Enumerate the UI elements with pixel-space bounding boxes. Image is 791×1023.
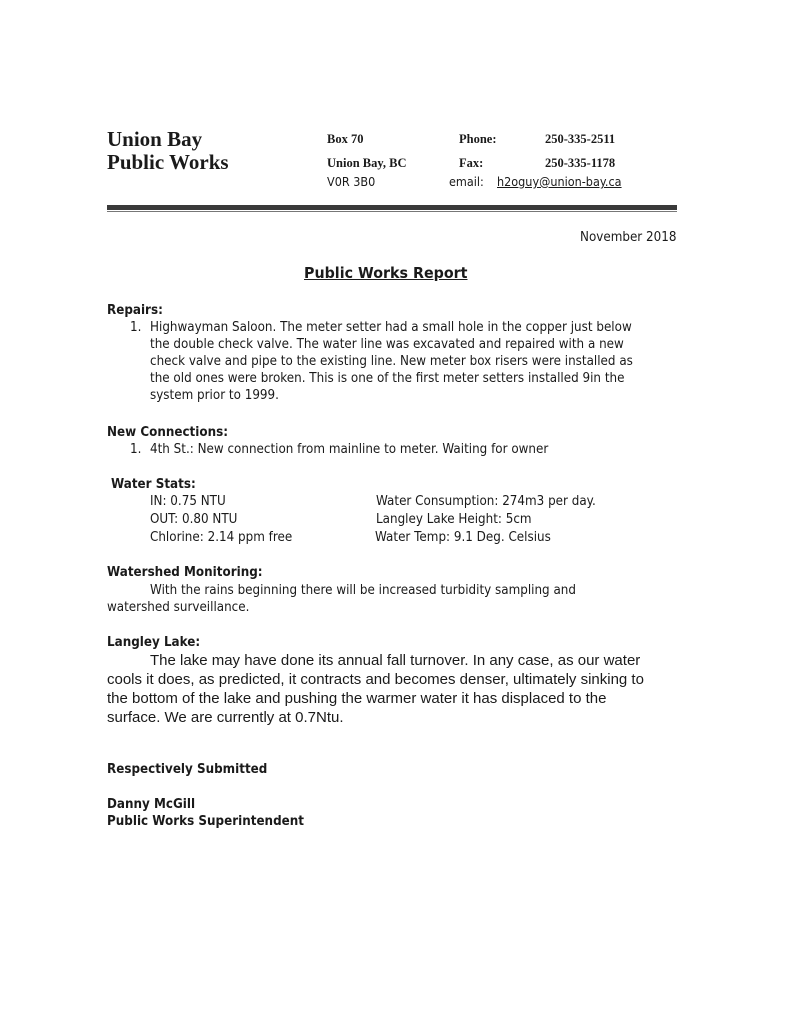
langley-lake-line: cools it does, as predicted, it contracts and becomes denser, ultimately sinking to xyxy=(107,671,644,688)
header-rule xyxy=(107,205,677,210)
org-name-line1: Union Bay xyxy=(107,127,203,151)
repairs-heading: Repairs: xyxy=(107,303,163,318)
new-connections-heading: New Connections: xyxy=(107,425,229,440)
water-stat-temp: Water Temp: 9.1 Deg. Celsius xyxy=(375,530,551,545)
report-date: November 2018 xyxy=(580,230,677,245)
langley-lake-line: the bottom of the lake and pushing the warmer water it has displaced to the xyxy=(107,690,607,707)
new-connection-text: 4th St.: New connection from mainline to meter. Waiting for owner xyxy=(150,442,549,457)
new-connection-number: 1. xyxy=(130,442,142,457)
org-name-line2: Public Works xyxy=(107,150,229,174)
address-box: Box 70 xyxy=(327,132,364,146)
email-link[interactable]: h2oguy@union-bay.ca xyxy=(497,174,622,189)
repairs-item-line: the double check valve. The water line was excavated and repaired with a new xyxy=(150,337,624,352)
repairs-item-line: check valve and pipe to the existing line. New meter box risers were installed as xyxy=(150,354,633,369)
closing: Respectively Submitted xyxy=(107,762,268,777)
repairs-item-line: Highwayman Saloon. The meter setter had a small hole in the copper just below xyxy=(150,320,632,335)
watershed-line: watershed surveillance. xyxy=(107,600,250,615)
address-postal: V0R 3B0 xyxy=(327,174,376,189)
report-title: Public Works Report xyxy=(304,264,468,282)
email-label: email: xyxy=(449,174,484,189)
water-stat-consumption: Water Consumption: 274m3 per day. xyxy=(376,494,596,509)
watershed-line: With the rains beginning there will be increased turbidity sampling and xyxy=(150,583,576,598)
langley-lake-heading: Langley Lake: xyxy=(107,635,201,650)
signer-name: Danny McGill xyxy=(107,797,196,812)
repairs-item-line: system prior to 1999. xyxy=(150,388,279,403)
water-stat-in: IN: 0.75 NTU xyxy=(150,494,226,509)
water-stat-out: OUT: 0.80 NTU xyxy=(150,512,238,527)
signer-role: Public Works Superintendent xyxy=(107,814,304,829)
fax-value: 250-335-1178 xyxy=(545,156,616,170)
repairs-item-line: the old ones were broken. This is one of the first meter setters installed 9in the xyxy=(150,371,625,386)
phone-label: Phone: xyxy=(459,132,497,146)
fax-label: Fax: xyxy=(459,156,484,170)
phone-value: 250-335-2511 xyxy=(545,132,616,146)
water-stats-heading: Water Stats: xyxy=(111,477,196,492)
water-stat-lake-height: Langley Lake Height: 5cm xyxy=(376,512,532,527)
langley-lake-line: surface. We are currently at 0.7Ntu. xyxy=(107,709,344,726)
water-stat-chlorine: Chlorine: 2.14 ppm free xyxy=(150,530,293,545)
header-rule-thin xyxy=(107,211,677,212)
langley-lake-line: The lake may have done its annual fall turnover. In any case, as our water xyxy=(150,652,641,669)
watershed-heading: Watershed Monitoring: xyxy=(107,565,263,580)
address-city: Union Bay, BC xyxy=(327,156,407,170)
repairs-item-number: 1. xyxy=(130,320,142,335)
